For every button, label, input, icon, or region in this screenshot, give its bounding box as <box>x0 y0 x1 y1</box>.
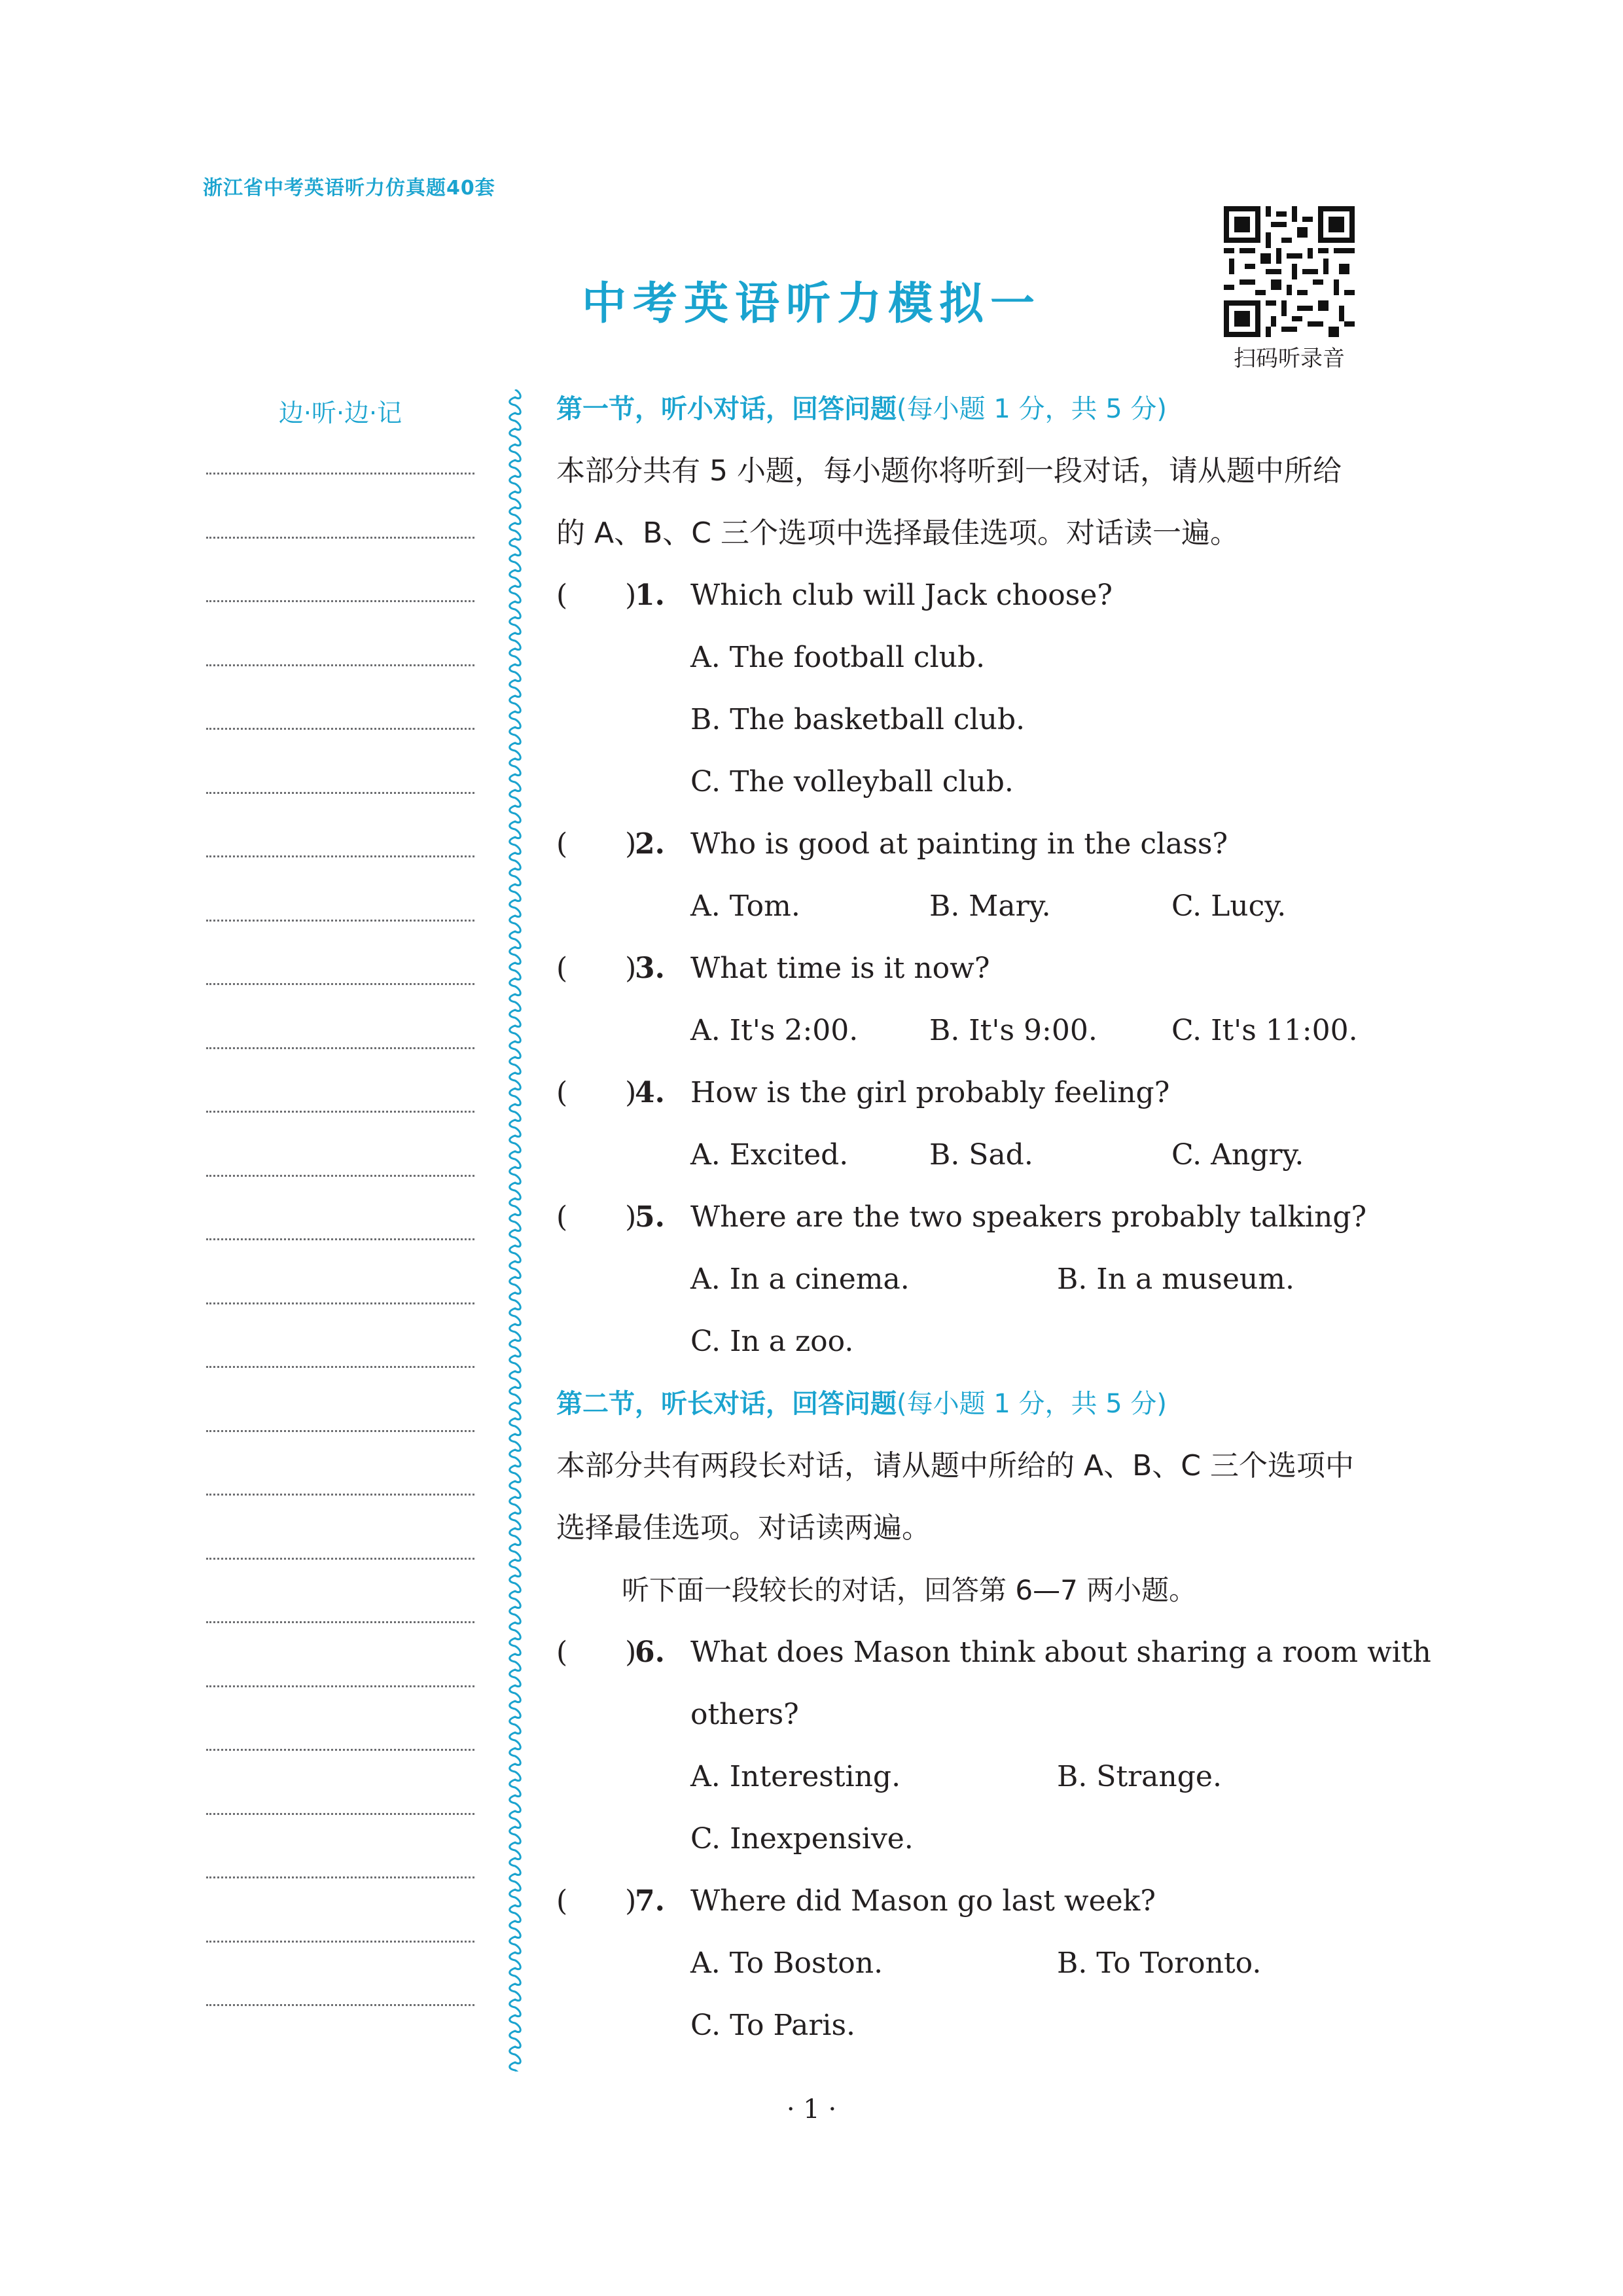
question-number: 2. <box>635 827 665 861</box>
page-title: 中考英语听力模拟一 <box>581 278 1041 330</box>
question-1-options-b <box>556 700 1427 740</box>
option-b: B. The basketball club. <box>690 703 1026 736</box>
note-line[interactable] <box>206 1749 474 1751</box>
note-line[interactable] <box>206 1430 474 1432</box>
question-2 <box>556 825 1427 864</box>
section2-intro-line2: 选择最佳选项。对话读两遍。 <box>556 1511 931 1545</box>
section1-intro-line1: 本部分共有 5 小题，每小题你将听到一段对话，请从题中所给 <box>556 454 1342 488</box>
option-c: C. Lucy. <box>1171 889 1287 923</box>
notes-title: 边·听·边·记 <box>278 399 402 427</box>
note-line[interactable] <box>206 2004 474 2006</box>
question-5-options-c <box>556 1322 1427 1361</box>
question-6-options-c <box>556 1820 1427 1859</box>
note-line[interactable] <box>206 728 474 730</box>
section1-intro-line2: 的 A、B、C 三个选项中选择最佳选项。对话读一遍。 <box>556 516 1239 550</box>
question-text: Where did Mason go last week? <box>690 1884 1156 1918</box>
note-line[interactable] <box>206 1302 474 1304</box>
note-line[interactable] <box>206 1366 474 1368</box>
question-text: Where are the two speakers probably talking? <box>690 1200 1367 1234</box>
question-7-options <box>556 1944 1427 1983</box>
qr-code-icon <box>1224 206 1355 337</box>
question-text: How is the girl probably feeling? <box>690 1076 1170 1109</box>
note-line[interactable] <box>206 1558 474 1560</box>
option-b: B. In a museum. <box>1057 1263 1294 1296</box>
answer-bracket[interactable]: ( ) <box>556 952 637 985</box>
option-b: B. Sad. <box>929 1138 1033 1172</box>
option-a: A. In a cinema. <box>690 1263 910 1296</box>
question-4-options <box>556 1136 1427 1175</box>
question-number: 5. <box>635 1200 665 1234</box>
option-c: C. It's 11:00. <box>1171 1014 1358 1047</box>
question-3 <box>556 949 1427 988</box>
note-line[interactable] <box>206 1621 474 1623</box>
option-a: A. Interesting. <box>690 1760 901 1793</box>
answer-bracket[interactable]: ( ) <box>556 1200 637 1234</box>
note-line[interactable] <box>206 792 474 794</box>
note-line[interactable] <box>206 920 474 922</box>
series-title: 浙江省中考英语听力仿真题40套 <box>203 177 495 200</box>
question-number: 3. <box>635 952 665 985</box>
question-number: 4. <box>635 1076 665 1109</box>
question-3-options <box>556 1011 1427 1050</box>
option-c: C. In a zoo. <box>690 1325 854 1358</box>
note-line[interactable] <box>206 1876 474 1878</box>
decorative-divider-icon <box>507 389 524 2072</box>
option-b: B. To Toronto. <box>1057 1946 1262 1980</box>
question-1-options <box>556 638 1427 677</box>
question-6-options <box>556 1757 1427 1797</box>
option-a: A. The football club. <box>690 641 986 674</box>
note-line[interactable] <box>206 1941 474 1943</box>
answer-bracket[interactable]: ( ) <box>556 1884 637 1918</box>
note-line[interactable] <box>206 1494 474 1496</box>
note-line[interactable] <box>206 1813 474 1815</box>
option-b: B. Strange. <box>1057 1760 1222 1793</box>
answer-bracket[interactable]: ( ) <box>556 827 637 861</box>
question-4 <box>556 1073 1427 1113</box>
answer-bracket[interactable]: ( ) <box>556 1076 637 1109</box>
note-line[interactable] <box>206 473 474 475</box>
section2-score: (每小题 1 分，共 5 分) <box>897 1389 1167 1419</box>
question-number: 6. <box>635 1636 665 1669</box>
section1-heading <box>556 389 1167 429</box>
question-text: What time is it now? <box>690 952 990 985</box>
note-line[interactable] <box>206 1047 474 1049</box>
option-a: A. It's 2:00. <box>690 1014 859 1047</box>
note-line[interactable] <box>206 1238 474 1240</box>
section2-instruction: 听下面一段较长的对话，回答第 6—7 两小题。 <box>622 1574 1197 1606</box>
question-number: 7. <box>635 1884 665 1918</box>
question-text: Which club will Jack choose? <box>690 579 1113 612</box>
question-text-continued: others? <box>690 1698 799 1731</box>
note-line[interactable] <box>206 1111 474 1113</box>
answer-bracket[interactable]: ( ) <box>556 1636 637 1669</box>
section2-intro-line1: 本部分共有两段长对话，请从题中所给的 A、B、C 三个选项中 <box>556 1449 1354 1482</box>
note-line[interactable] <box>206 983 474 985</box>
question-1 <box>556 576 1427 615</box>
question-number: 1. <box>635 579 665 612</box>
section2-heading <box>556 1384 1167 1424</box>
note-line[interactable] <box>206 855 474 857</box>
qr-caption: 扫码听录音 <box>1234 346 1345 372</box>
note-line[interactable] <box>206 664 474 666</box>
option-a: A. Tom. <box>690 889 800 923</box>
question-7-options-c <box>556 2006 1427 2045</box>
question-1-options-c <box>556 762 1427 802</box>
section2-heading-text: 第二节，听长对话，回答问题 <box>556 1389 897 1419</box>
question-2-options <box>556 887 1427 926</box>
section1-score: (每小题 1 分，共 5 分) <box>897 394 1167 424</box>
question-5-options <box>556 1260 1427 1299</box>
note-line[interactable] <box>206 600 474 602</box>
question-6 <box>556 1633 1431 1672</box>
option-c: C. The volleyball club. <box>690 765 1014 798</box>
note-line[interactable] <box>206 1685 474 1687</box>
question-5 <box>556 1198 1427 1237</box>
section1-heading-text: 第一节，听小对话，回答问题 <box>556 394 897 424</box>
option-c: C. Inexpensive. <box>690 1822 914 1856</box>
note-line[interactable] <box>206 1175 474 1177</box>
option-a: A. Excited. <box>690 1138 849 1172</box>
option-c: C. Angry. <box>1171 1138 1304 1172</box>
answer-bracket[interactable]: ( ) <box>556 579 637 612</box>
page-number: · 1 · <box>786 2094 837 2125</box>
option-c: C. To Paris. <box>690 2009 856 2042</box>
question-text: Who is good at painting in the class? <box>690 827 1228 861</box>
option-a: A. To Boston. <box>690 1946 883 1980</box>
option-b: B. Mary. <box>929 889 1051 923</box>
question-6-continued <box>556 1695 1427 1734</box>
note-line[interactable] <box>206 537 474 539</box>
question-7 <box>556 1882 1427 1921</box>
question-text: What does Mason think about sharing a room with <box>690 1636 1431 1669</box>
option-b: B. It's 9:00. <box>929 1014 1097 1047</box>
